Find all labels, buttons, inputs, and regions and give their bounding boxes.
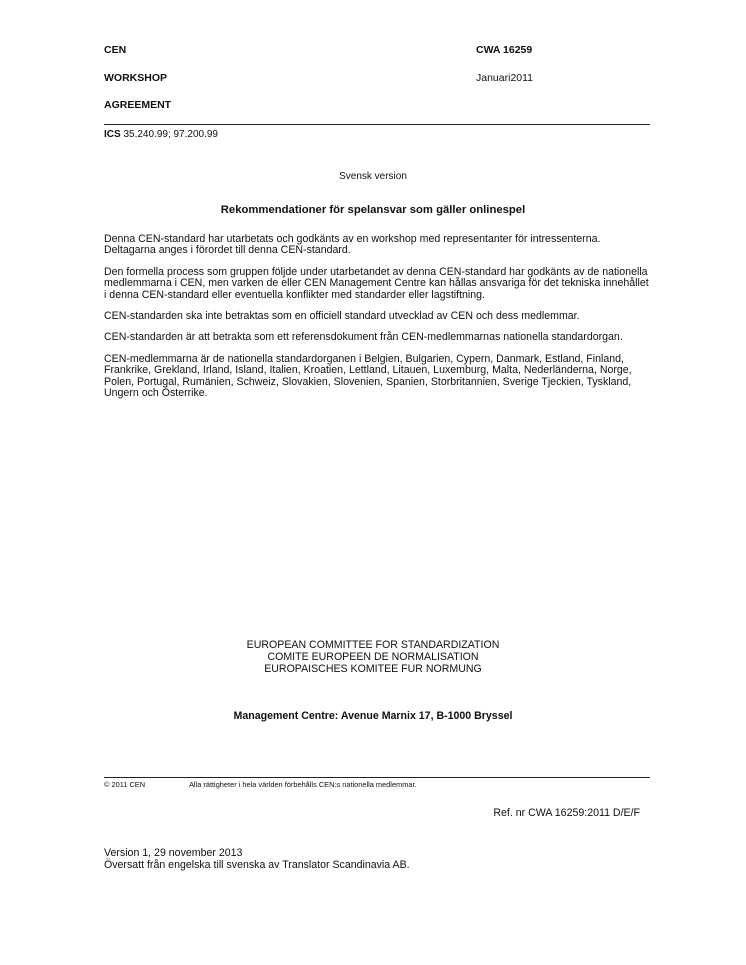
- header-rule: [104, 124, 650, 125]
- document-number: CWA 16259: [476, 44, 533, 56]
- paragraph-2: Den formella process som gruppen följde under utarbetandet av denna CEN-standard har godkänts av de nationella medlemmarna i CEN, men varken de eller CEN Management Centre kan hållas ansvariga för det tekniska innehållet i denna CEN-standard eller eventuella konflikter med standarder eller lagstiftning.: [104, 265, 649, 301]
- version-label: Svensk version: [339, 171, 407, 182]
- translation-credit: Översatt från engelska till svenska av Translator Scandinavia AB.: [104, 859, 410, 871]
- rights-notice: Alla rättigheter i hela världen förbehålls CEN:s nationella medlemmar.: [189, 780, 417, 789]
- footer-rule: [104, 777, 650, 778]
- ics-value: 35.240.99; 97.200.99: [123, 129, 218, 140]
- body-text: [104, 234, 650, 409]
- committee-line-en: EUROPEAN COMMITTEE FOR STANDARDIZATION: [246, 639, 500, 651]
- header-agreement: AGREEMENT: [104, 99, 172, 111]
- header-workshop: WORKSHOP: [104, 72, 167, 84]
- version-date: Version 1, 29 november 2013: [104, 847, 243, 859]
- version-info: [104, 847, 410, 871]
- management-centre-address: Management Centre: Avenue Marnix 17, B-1000 Bryssel: [233, 710, 513, 722]
- committee-line-de: EUROPAISCHES KOMITEE FUR NORMUNG: [264, 663, 482, 675]
- document-date: Januari2011: [476, 72, 534, 84]
- ics-line: [104, 129, 218, 140]
- committee-line-fr: COMITE EUROPEEN DE NORMALISATION: [267, 651, 479, 663]
- paragraph-4: CEN-standarden är att betrakta som ett referensdokument från CEN-medlemmarnas nationella standardorgan.: [104, 331, 623, 344]
- paragraph-3: CEN-standarden ska inte betraktas som en officiell standard utvecklad av CEN och dess medlemmar.: [104, 310, 580, 323]
- paragraph-1: Denna CEN-standard har utarbetats och godkänts av en workshop med representanter för intressenterna. Deltagarna anges i förordet till denna CEN-standard.: [104, 233, 601, 257]
- committee-block: [0, 639, 746, 675]
- reference-number: Ref. nr CWA 16259:2011 D/E/F: [493, 807, 640, 819]
- document-title: Rekommendationer för spelansvar som gäller onlinespel: [220, 204, 526, 216]
- header-cen: CEN: [104, 44, 127, 56]
- ics-label: ICS: [104, 129, 121, 140]
- copyright: © 2011 CEN: [104, 780, 146, 789]
- paragraph-5: CEN-medlemmarna är de nationella standardorganen i Belgien, Bulgarien, Cypern, Danmark, Estland, Finland, Frankrike, Grekland, Irland, Island, Italien, Kroatien, Lettland, Litauen, Luxemburg, Malta, Nederländerna, Norge, Polen, Portugal, Rumänien, Schweiz, Slovakien, Slovenien, Spanien, Storbritannien, Sverige Tjeckien, Tyskland, Ungern och Österrike.: [104, 352, 632, 400]
